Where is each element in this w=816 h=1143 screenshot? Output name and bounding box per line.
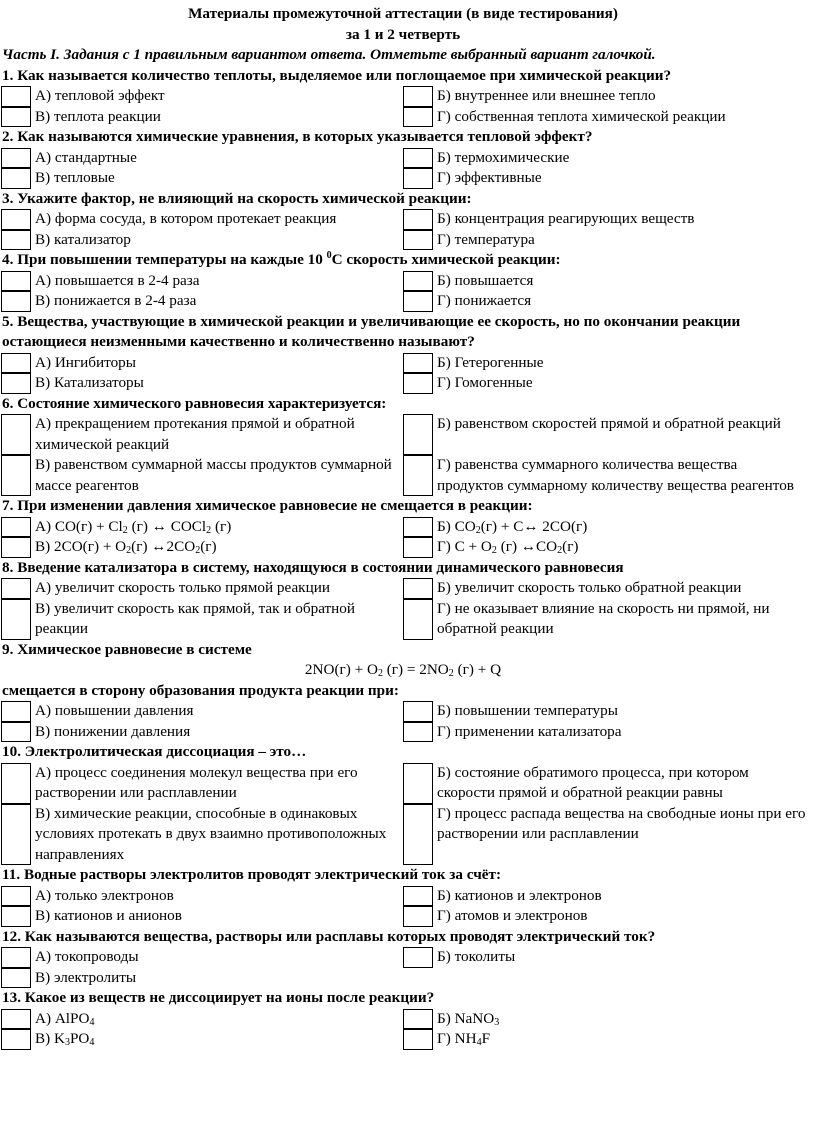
- question-text: 5. Вещества, участвующие в химической реакции и увеличивающие ее скорость, но по окончании реакции остающиеся неизменными качественно и количественно называют?: [2, 312, 741, 350]
- answer-checkbox[interactable]: [403, 271, 433, 292]
- answer-checkbox[interactable]: [1, 722, 31, 743]
- answer-option-label: Б) повышается: [437, 271, 534, 289]
- answer-checkbox[interactable]: [1, 353, 31, 374]
- answer-option-label: Б) концентрация реагирующих веществ: [437, 210, 695, 227]
- answer-checkbox[interactable]: [1, 599, 31, 640]
- answer-option: [403, 804, 806, 866]
- answer-option-label: Б) внутреннее или внешнее тепло: [437, 87, 656, 104]
- answer-option-label: В) понижается в 2-4 раза: [35, 292, 197, 309]
- answer-checkbox[interactable]: [403, 578, 433, 599]
- question-text: 7. При изменении давления химическое равновесие не смещается в реакции:: [2, 497, 533, 514]
- answer-checkbox[interactable]: [403, 722, 433, 743]
- options-row: [0, 455, 806, 496]
- answer-option: [0, 537, 403, 558]
- answer-option: [0, 107, 403, 128]
- answer-option-label: Б) $CO_2(г)$ + C↔ 2CO(г): [437, 517, 588, 536]
- answer-checkbox[interactable]: [1, 271, 31, 292]
- answer-checkbox[interactable]: [403, 353, 433, 374]
- options-row: [0, 599, 806, 640]
- answer-option-label: Г) понижается: [437, 292, 532, 309]
- answer-option-label: В) катализатор: [35, 230, 131, 248]
- answer-checkbox[interactable]: [1, 578, 31, 599]
- answer-checkbox[interactable]: [1, 517, 31, 538]
- options-row: [0, 578, 806, 599]
- answer-checkbox[interactable]: [403, 906, 433, 927]
- answer-checkbox[interactable]: [403, 886, 433, 907]
- options-row: [0, 1029, 806, 1050]
- answer-checkbox[interactable]: [403, 148, 433, 169]
- answer-option-label: А) форма сосуда, в котором протекает реакция: [35, 210, 337, 227]
- options-row: [0, 722, 806, 743]
- answer-option: [403, 86, 806, 107]
- answer-option: [403, 168, 806, 189]
- answer-checkbox[interactable]: [403, 599, 433, 640]
- answer-option-label: В) $K_3PO_4$: [35, 1030, 95, 1048]
- answer-option-label: Г) эффективные: [437, 169, 542, 186]
- answer-checkbox[interactable]: [1, 373, 31, 394]
- answer-option-label: В) теплота реакции: [35, 107, 161, 125]
- answer-option: [403, 1029, 806, 1050]
- answer-option-label: А) увеличит скорость только прямой реакции: [35, 579, 330, 596]
- answer-option: [0, 86, 403, 107]
- answer-checkbox[interactable]: [403, 291, 433, 312]
- answer-option: [0, 968, 403, 989]
- answer-option: [403, 291, 806, 312]
- options-row: [0, 148, 806, 169]
- answer-option-label: В) равенством суммарной массы продуктов суммарной массе реагентов: [35, 456, 392, 494]
- answer-checkbox[interactable]: [403, 1029, 433, 1050]
- answer-checkbox[interactable]: [1, 537, 31, 558]
- question-text: 2. Как называются химические уравнения, в которых указывается тепловой эффект?: [2, 128, 593, 145]
- answer-option: [0, 804, 403, 866]
- answer-option-label: Б) состояние обратимого процесса, при котором скорости прямой и обратной реакции равны: [437, 763, 749, 801]
- answer-option: [0, 148, 403, 169]
- answer-option: [0, 209, 403, 230]
- question-text: 12. Как называются вещества, растворы или расплавы которых проводят электрический ток?: [2, 927, 656, 945]
- answer-option: [403, 414, 806, 455]
- answer-option: [0, 353, 403, 374]
- answer-option: [0, 230, 403, 251]
- answer-option-label: А) только электронов: [35, 886, 174, 904]
- answer-option-label: А) процесс соединения молекул вещества при его растворении или расплавлении: [35, 763, 358, 801]
- answer-checkbox[interactable]: [403, 701, 433, 722]
- answer-option-label: А) повышается в 2-4 раза: [35, 271, 200, 289]
- answer-option: [403, 906, 806, 927]
- answer-option: [403, 1009, 806, 1030]
- options-row: [0, 168, 806, 189]
- answer-option-label: А) тепловой эффект: [35, 87, 165, 104]
- answer-option-label: Г) атомов и электронов: [437, 907, 588, 924]
- answer-option: [403, 701, 806, 722]
- answer-checkbox[interactable]: [1, 1029, 31, 1050]
- answer-checkbox[interactable]: [403, 537, 433, 558]
- page-subtitle: за 1 и 2 четверть: [345, 25, 461, 43]
- answer-checkbox[interactable]: [1, 291, 31, 312]
- answer-checkbox[interactable]: [403, 168, 433, 189]
- options-row: [0, 537, 806, 558]
- answer-option: [0, 906, 403, 927]
- options-row: [0, 107, 806, 128]
- answer-checkbox[interactable]: [1, 86, 31, 107]
- answer-option-label: Г) собственная теплота химической реакции: [437, 107, 726, 125]
- options-row: [0, 86, 806, 107]
- answer-option: [0, 599, 403, 640]
- answer-option: [0, 886, 403, 907]
- question-text: 6. Состояние химического равновесия характеризуется:: [2, 394, 387, 412]
- answer-option-label: Б) термохимические: [437, 148, 570, 166]
- answer-option-label: А) AlPO$_4$: [35, 1009, 95, 1028]
- answer-option: [0, 1029, 403, 1050]
- answer-option-label: Г) применении катализатора: [437, 722, 622, 740]
- answer-option: [403, 886, 806, 907]
- answer-option-label: Г) процесс распада вещества на свободные ионы при его растворении или расплавлении: [437, 804, 806, 842]
- answer-option-label: Б) равенством скоростей прямой и обратной реакций: [437, 415, 781, 432]
- answer-option: [0, 517, 403, 538]
- answer-option-label: Г) Гомогенные: [437, 374, 533, 391]
- options-row: [0, 968, 806, 989]
- question-text-continued: смещается в сторону образования продукта реакции при:: [2, 681, 399, 699]
- answer-option: [0, 291, 403, 312]
- answer-option-label: Г) $NH_4F$: [437, 1030, 491, 1048]
- answer-option-label: В) тепловые: [35, 169, 115, 186]
- answer-checkbox[interactable]: [1, 763, 31, 804]
- answer-option: [403, 537, 806, 558]
- options-row: [0, 271, 806, 292]
- answer-option: [0, 373, 403, 394]
- answer-checkbox[interactable]: [403, 209, 433, 230]
- question-list: [0, 66, 806, 1050]
- answer-checkbox[interactable]: [1, 168, 31, 189]
- page-title: Материалы промежуточной аттестации (в виде тестирования): [188, 5, 618, 22]
- answer-checkbox[interactable]: [1, 886, 31, 907]
- answer-checkbox[interactable]: [403, 86, 433, 107]
- answer-checkbox[interactable]: [403, 804, 433, 866]
- question-text: 3. Укажите фактор, не влияющий на скорость химической реакции:: [2, 189, 472, 207]
- answer-option: [0, 1009, 403, 1030]
- options-row: [0, 414, 806, 455]
- answer-checkbox[interactable]: [403, 230, 433, 251]
- options-row: [0, 804, 806, 866]
- options-row: [0, 291, 806, 312]
- answer-option: [0, 578, 403, 599]
- answer-checkbox[interactable]: [1, 230, 31, 251]
- answer-option: [403, 578, 806, 599]
- answer-option: [403, 107, 806, 128]
- options-row: [0, 906, 806, 927]
- answer-option: [0, 271, 403, 292]
- question-text: 11. Водные растворы электролитов проводят электрический ток за счёт:: [2, 866, 502, 883]
- reaction-formula: $2NO(г) + O_2$ $(г) = 2NO_2$ (г) + Q: [304, 661, 502, 679]
- options-row: [0, 701, 806, 722]
- answer-checkbox[interactable]: [1, 209, 31, 230]
- answer-option-label: Г) равенства суммарного количества вещества продуктов суммарному количеству вещества реагентов: [437, 456, 794, 494]
- answer-option: [403, 763, 806, 804]
- options-row: [0, 209, 806, 230]
- answer-option-label: Г) температура: [437, 230, 535, 248]
- answer-option-label: Б) NaNO$_3$: [437, 1009, 500, 1028]
- options-row: [0, 517, 806, 538]
- answer-option: [403, 209, 806, 230]
- options-row: [0, 763, 806, 804]
- answer-option: [403, 722, 806, 743]
- answer-checkbox[interactable]: [1, 414, 31, 455]
- answer-option-label: Б) увеличит скорость только обратной реакции: [437, 579, 742, 596]
- answer-option-label: Г) $C + O_2$ (г) $\leftrightarrow CO_2(г)$: [437, 538, 579, 556]
- options-row: [0, 373, 806, 394]
- options-row: [0, 230, 806, 251]
- answer-option: [403, 271, 806, 292]
- answer-checkbox[interactable]: [1, 148, 31, 169]
- answer-option: [0, 414, 403, 455]
- question-text: 8. Введение катализатора в систему, находящуюся в состоянии динамического равновесия: [2, 558, 624, 576]
- answer-checkbox[interactable]: [1, 455, 31, 496]
- answer-checkbox[interactable]: [403, 1009, 433, 1030]
- options-row: [0, 886, 806, 907]
- answer-option: [0, 168, 403, 189]
- answer-checkbox[interactable]: [1, 947, 31, 968]
- answer-checkbox[interactable]: [403, 373, 433, 394]
- answer-checkbox[interactable]: [1, 906, 31, 927]
- answer-option: [0, 455, 403, 496]
- answer-checkbox[interactable]: [1, 701, 31, 722]
- answer-option: [0, 701, 403, 722]
- answer-option-label: В) $2CO(г) + O_2(г)$ $\leftrightarrow 2CO_2(г)$: [35, 538, 217, 556]
- answer-option-label: В) химические реакции, способные в одинаковых условиях протекать в двух взаимно противоположных направлениях: [35, 804, 387, 863]
- answer-option-label: Б) катионов и электронов: [437, 886, 602, 904]
- options-row: [0, 1009, 806, 1030]
- answer-option-label: А) Ингибиторы: [35, 353, 136, 371]
- instructions: Часть I. Задания с 1 правильным вариантом ответа. Отметьте выбранный вариант галочкой.: [2, 46, 656, 63]
- answer-option: [0, 722, 403, 743]
- question-text: 9. Химическое равновесие в системе: [2, 640, 252, 658]
- answer-checkbox[interactable]: [403, 455, 433, 496]
- answer-option-label: А) повышении давления: [35, 702, 194, 719]
- answer-option-label: В) увеличит скорость как прямой, так и обратной реакции: [35, 599, 356, 637]
- options-row: [0, 947, 806, 968]
- answer-option-label: В) Катализаторы: [35, 374, 144, 391]
- question-text: 4. При повышении температуры на каждые 10 $^0$С скорость химической реакции:: [2, 250, 561, 268]
- answer-option: [0, 763, 403, 804]
- answer-option-label: А) токопроводы: [35, 948, 139, 965]
- answer-option: [403, 148, 806, 169]
- answer-checkbox[interactable]: [1, 804, 31, 866]
- question-text: 1. Как называется количество теплоты, выделяемое или поглощаемое при химической реакции?: [2, 66, 672, 84]
- answer-option: [403, 455, 806, 496]
- answer-option-label: В) катионов и анионов: [35, 907, 182, 924]
- answer-option-label: В) электролиты: [35, 968, 137, 986]
- answer-option-label: А) $CO(г) + Cl_2$ (г) ↔ COCl$_2$ (г): [35, 517, 232, 536]
- answer-checkbox[interactable]: [1, 107, 31, 128]
- answer-option-label: В) понижении давления: [35, 722, 191, 740]
- answer-option: [403, 353, 806, 374]
- answer-option: [403, 517, 806, 538]
- answer-option-label: Б) повышении температуры: [437, 702, 618, 719]
- answer-checkbox[interactable]: [403, 763, 433, 804]
- answer-option-label: Г) не оказывает влияние на скорость ни прямой, ни обратной реакции: [437, 599, 770, 637]
- answer-checkbox[interactable]: [403, 517, 433, 538]
- answer-checkbox[interactable]: [403, 107, 433, 128]
- answer-option: [403, 373, 806, 394]
- answer-checkbox[interactable]: [403, 947, 433, 968]
- answer-option: [403, 599, 806, 640]
- answer-checkbox[interactable]: [1, 968, 31, 989]
- answer-option: [403, 947, 806, 968]
- answer-option-label: А) стандартные: [35, 148, 137, 166]
- options-row: [0, 353, 806, 374]
- answer-checkbox[interactable]: [403, 414, 433, 455]
- answer-checkbox[interactable]: [1, 1009, 31, 1030]
- question-text: 13. Какое из веществ не диссоциирует на ионы после реакции?: [2, 989, 435, 1006]
- answer-option-label: А) прекращением протекания прямой и обратной химической реакций: [35, 415, 355, 453]
- answer-option: [0, 947, 403, 968]
- answer-option: [403, 230, 806, 251]
- answer-option: [403, 968, 806, 989]
- answer-option-label: Б) токолиты: [437, 948, 516, 965]
- question-text: 10. Электролитическая диссоциация – это…: [2, 743, 307, 760]
- answer-option-label: Б) Гетерогенные: [437, 353, 544, 371]
